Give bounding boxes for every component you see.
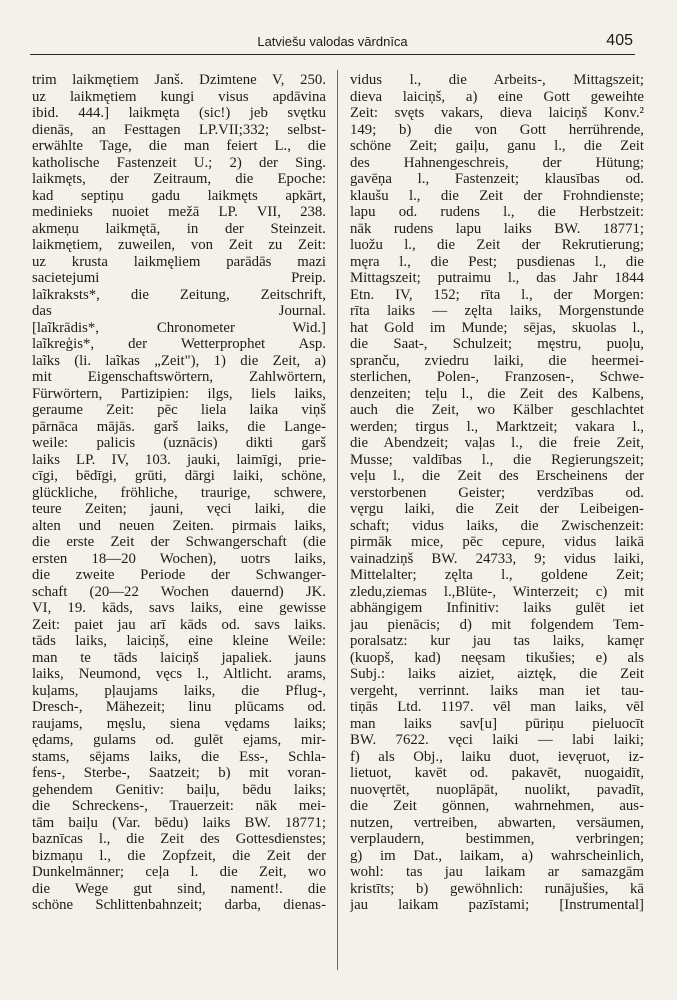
left-column-line: kad septiņu gadu laikmęts apkārt, (32, 187, 326, 204)
right-column-line: auch die Zeit, wo Kälber geschlachtet (350, 402, 644, 418)
right-column-line: Mittagszeit; putraimu l., das Jahr 1844 (350, 270, 644, 286)
left-column-line: glückliche, fröhliche, traurige, schwere, (32, 484, 326, 501)
left-column-line: laĩkraksts*, die Zeitung, Zeitschrift, (32, 286, 326, 303)
right-column-line: f) als Obj., laiku duot, ievęruot, iz- (350, 748, 644, 765)
left-column-line: baznīcas l., die Zeit des Gottesdienstes; (32, 831, 326, 847)
right-column-line: verplaudern, bestimmen, verbringen; (350, 831, 644, 847)
right-column-line: poralsatz: kur jau tas laiks, kamęr (350, 633, 644, 649)
right-column-line: die Saat-, Schulzeit; męstru, puoļu, (350, 336, 644, 352)
left-column-line: trim laikmętiem Janš. Dzimtene V, 250. (32, 72, 326, 88)
left-column-line: alten und neuen Zeiten. pirmais laiks, (32, 517, 326, 534)
right-column-line: luožu l., die Zeit der Rekrutierung; (350, 237, 644, 253)
right-column-line: nuovęrtēt, nuoplāpāt, nuolikt, pavadīt, (350, 781, 644, 798)
left-column-line: uz krusta laikmęliem parādās mazi (32, 253, 326, 270)
left-column-line: laikmętiem, zuweilen, von Zeit zu Zeit: (32, 237, 326, 253)
left-column-line: uz laikmętiem kungi visus apdāvina (32, 88, 326, 105)
left-column-line: [laĩkrādis*, Chronometer Wid.] (32, 319, 326, 336)
right-column-line: nāk rudens lapu laiks BW. 18771; (350, 220, 644, 237)
right-column-line: Mittelalter; zęlta l., goldene Zeit; (350, 567, 644, 583)
left-column-line: weile: palicis (uznācis) dikti garš (32, 435, 326, 451)
left-column-line: mit Eigenschaftswörtern, Zahlwörtern, (32, 369, 326, 385)
right-column-line: Musse; valdības l., die Regierungszeit; (350, 451, 644, 468)
right-column-line: rīta laiks — zęlta laiks, Morgenstunde (350, 303, 644, 319)
left-column-line: ędams, gulams od. gulēt ejams, mir- (32, 732, 326, 748)
left-column-line: teure Zeiten; jauni, vęci laiki, die (32, 501, 326, 517)
left-column-line: ibid. 444.] laikmęta (sic!) jeb svętku (32, 105, 326, 121)
right-column-line: 149; b) die von Gott herrührende, (350, 121, 644, 138)
right-column-line: kristīts; b) gewöhnlich: runājušies, kā (350, 880, 644, 897)
left-column-line: kuļams, pļaujams laiks, die Pflug-, (32, 682, 326, 699)
right-column-line: Zeit: svęts vakars, dieva laiciņš Konv.² (350, 105, 644, 121)
right-column-line: pirmāk mice, pēc cepure, vidus laikā (350, 534, 644, 550)
left-column-line: akmeņu laikmętā, in der Steinzeit. (32, 220, 326, 237)
left-column-line: die Schreckens-, Trauerzeit: nāk mei- (32, 798, 326, 814)
right-column-line: dieva laiciņš, a) eine Gott geweihte (350, 88, 644, 105)
right-column-line: lietuot, kavēt od. pakavēt, nuogaidīt, (350, 765, 644, 781)
right-column-line: Subj.: laiks aiziet, aiztęk, die Zeit (350, 666, 644, 682)
right-column-line: abhängigem Infinitiv: laiks gulēt iet (350, 600, 644, 616)
left-column-line: Zeit: paiet jau arī kāds od. savs laiks. (32, 616, 326, 633)
left-column-line: dienās, an Festtagen LP.VII;332; selbst- (32, 121, 326, 138)
right-column-line: vergeht, verrinnt. laiks man iet tau- (350, 682, 644, 699)
left-column-line: Dunkelmänner; ceļa l. die Zeit, wo (32, 864, 326, 880)
right-column-line: die Zeit gönnen, wahrnehmen, aus- (350, 798, 644, 814)
column-divider (337, 70, 338, 970)
left-column (32, 72, 326, 914)
left-column-line: stams, sējams laiks, die Ess-, Schla- (32, 748, 326, 765)
right-column-line: man laiks sav[u] pūriņu pieluocīt (350, 715, 644, 732)
right-column-line: vęrgu laiki, die Zeit der Leibeigen- (350, 501, 644, 517)
right-column-line: denzeiten; teļu l., die Zeit des Kalbens, (350, 385, 644, 402)
right-column-line: die Abendzeit; vaļas l., die freie Zeit, (350, 435, 644, 451)
left-column-line: tām baiļu (Var. bēdu) laiks BW. 18771; (32, 814, 326, 831)
left-column-line: laĩkreģis*, der Wetterprophet Asp. (32, 336, 326, 352)
right-column-line: spranču, zviedru laiki, die heermei- (350, 352, 644, 369)
left-column-line: fens-, Sterbe-, Saatzeit; b) mit voran- (32, 765, 326, 781)
left-column-line: katholische Fastenzeit U.; 2) der Sing. (32, 154, 326, 171)
right-column-line: nutzen, vertreiben, abwarten, versäumen, (350, 814, 644, 831)
running-title: Latviešu valodas vārdnīca (257, 34, 408, 49)
left-column-line: geraume Zeit: pēc liela laika viņš (32, 402, 326, 418)
right-column-line: klaušu l., die Zeit der Frohndienste; (350, 187, 644, 204)
right-column-line: zledu,ziemas l.,Blüte-, Winterzeit; c) mit (350, 583, 644, 600)
left-column-line: die Wege gut sind, nament!. die (32, 880, 326, 897)
left-column-line: laikmęts, der Zeitraum, die Epoche: (32, 171, 326, 187)
right-column-line: męra l., die Pest; pusdienas l., die (350, 253, 644, 270)
right-column-line: jau laikam pazīstami; [Instrumental] (350, 897, 644, 913)
right-column-line: des Hahnengeschreis, der Hütung; (350, 154, 644, 171)
left-column-line: gehendem Genitiv: baiļu, bēdu laiks; (32, 781, 326, 798)
left-column-line: erwählte Tage, die man feiert L., die (32, 138, 326, 154)
right-column-line: (kuopš, kad) neęsam tikušies; e) als (350, 649, 644, 666)
left-column-line: schöne Schlittenbahnzeit; darba, dienas- (32, 897, 326, 913)
left-column-line: laiks, Neumond, vęcs l., Altlicht. arams, (32, 666, 326, 682)
left-column-line: man te tāds laiciņš japaliek. jauns (32, 649, 326, 666)
right-column-line: sterlichen, Polen-, Franzosen-, Schwe- (350, 369, 644, 385)
left-column-line: cīgi, bēdīgi, grūti, dārgi laiki, schöne, (32, 468, 326, 484)
right-column-line: schöne Zeit; gaiļu, ganu l., die Zeit (350, 138, 644, 154)
left-column-line: die zweite Periode der Schwanger- (32, 567, 326, 583)
right-column-line: verstorbenen Geister; verdzības od. (350, 484, 644, 501)
right-column-line: schaft; vidus laiks, die Zwischenzeit: (350, 517, 644, 534)
left-column-line: sacietejumi Preip. (32, 270, 326, 286)
left-column-line: laĩks (li. laĩkas „Zeit"), 1) die Zeit, a) (32, 352, 326, 369)
left-column-line: schaft (20—22 Wochen dauernd) JK. (32, 583, 326, 600)
left-column-line: laiks LP. IV, 103. jauki, laimīgi, prie- (32, 451, 326, 468)
right-column-line: vainadziņš BW. 24733, 9; vidus laiki, (350, 550, 644, 567)
left-column-line: VI, 19. kāds, savs laiks, eine gewisse (32, 600, 326, 616)
right-column-line: veļu l., die Zeit des Erscheinens der (350, 468, 644, 484)
page-number: 405 (606, 32, 633, 49)
right-column-line: wohl: tas jau laikam ar samazgām (350, 864, 644, 880)
right-column-line: werden; tirgus l., Marktzeit; vakara l., (350, 418, 644, 435)
right-column-line: hat Gold im Munde; sējas, skuolas l., (350, 319, 644, 336)
left-column-line: die erste Zeit der Schwangerschaft (die (32, 534, 326, 550)
left-column-line: tāds laiks, laiciņš, eine kleine Weile: (32, 633, 326, 649)
left-column-line: medinieks nuoiet mežā LP. VII, 238. (32, 204, 326, 220)
left-column-line: ersten 18—20 Wochen), uotrs laiks, (32, 550, 326, 567)
left-column-line: Fürwörtern, Partizipien: ilgs, liels laiks, (32, 385, 326, 402)
left-column-line: raujams, męslu, siena vędams laiks; (32, 715, 326, 732)
running-header (30, 30, 635, 55)
right-column-line: jau pienācis; d) mit folgendem Tem- (350, 616, 644, 633)
left-column-line: bizmaņu l., die Zopfzeit, die Zeit der (32, 847, 326, 864)
right-column-line: Etn. IV, 152; rīta l., der Morgen: (350, 286, 644, 303)
left-column-line: das Journal. (32, 303, 326, 319)
right-column (350, 72, 644, 914)
right-column-line: tiņās Ltd. 1197. vēl man laiks, vēl (350, 699, 644, 715)
left-column-line: Dresch-, Mähezeit; linu plūcams od. (32, 699, 326, 715)
left-column-line: pārnāca mājās. garš laiks, die Lange- (32, 418, 326, 435)
right-column-line: gavēņa l., Fastenzeit; klausības od. (350, 171, 644, 187)
right-column-line: lapu od. rudens l., die Herbstzeit: (350, 204, 644, 220)
right-column-line: vidus l., die Arbeits-, Mittagszeit; (350, 72, 644, 88)
right-column-line: BW. 7622. vęci laiki — labi laiki; (350, 732, 644, 748)
right-column-line: g) im Dat., laikam, a) wahrscheinlich, (350, 847, 644, 864)
